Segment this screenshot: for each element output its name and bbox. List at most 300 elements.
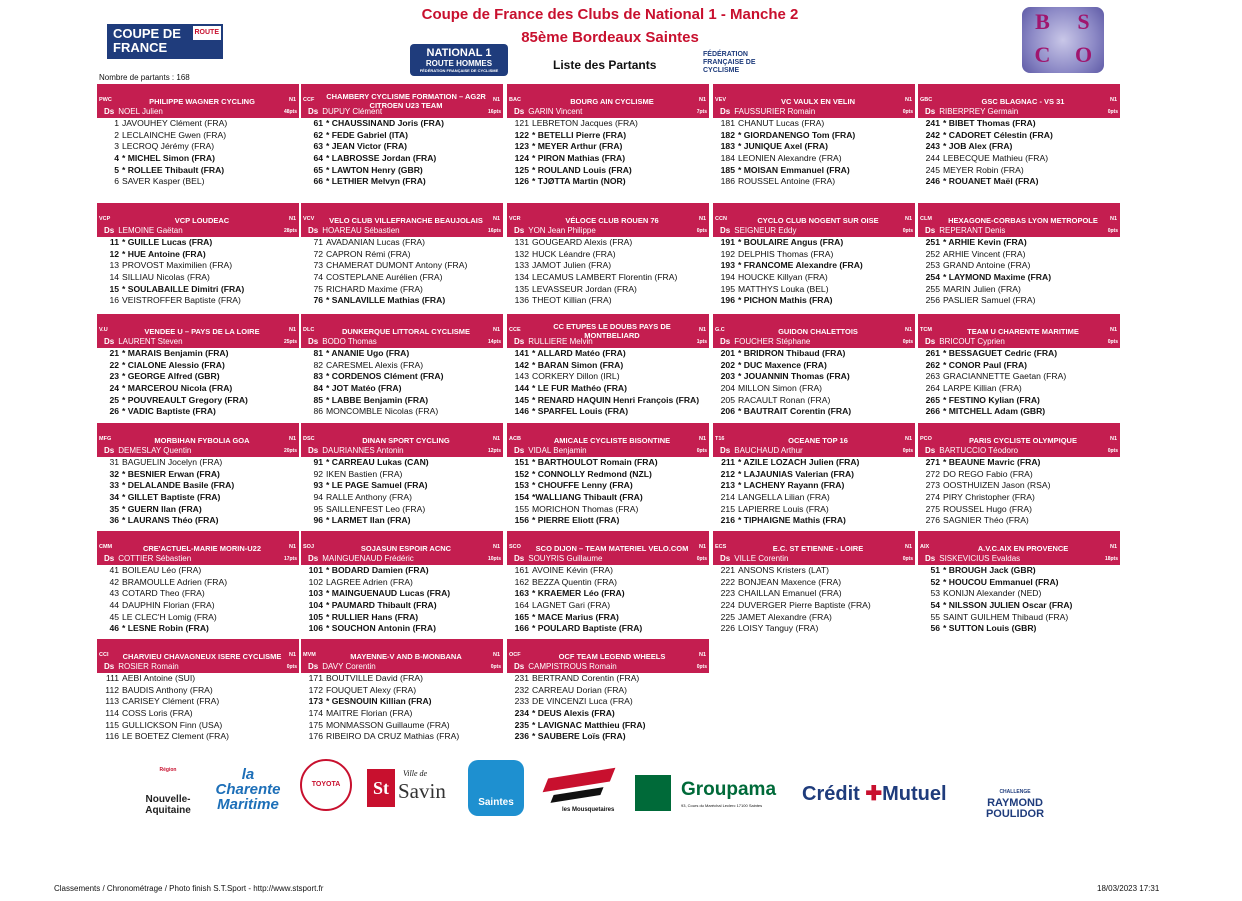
rider-number: 114 — [105, 708, 119, 719]
director-name: GARIN Vincent — [528, 107, 583, 116]
rider-name: * RENARD HAQUIN Henri François (FRA) — [532, 394, 700, 405]
rider-row — [97, 623, 299, 635]
rider-name: LECROQ Jérémy (FRA) — [122, 141, 215, 152]
rider-name: MONMASSON Guillaume (FRA) — [326, 719, 450, 730]
team-header — [918, 314, 1120, 348]
team-points: 28pts — [283, 228, 297, 234]
rider-number: 124 — [514, 153, 529, 164]
rider-row — [918, 272, 1120, 284]
team-points: 48pts — [283, 109, 297, 115]
ds-label: Ds — [925, 107, 936, 116]
team-code: CLM — [920, 216, 932, 222]
team-block — [507, 423, 709, 527]
partants-count: Nombre de partants : 168 — [99, 73, 190, 82]
page-title: Coupe de France des Clubs de National 1 - Manche 2 — [421, 6, 799, 23]
director-name: RIBERPREY Germain — [939, 107, 1019, 116]
rider-row — [301, 383, 503, 395]
rider-number: 103 — [308, 588, 323, 599]
rider-name: LECLAINCHE Gwen (FRA) — [122, 129, 227, 140]
team-level: N1 — [492, 544, 500, 550]
team-director — [308, 107, 382, 116]
team-name: OCF TEAM LEGEND WHEELS — [558, 651, 666, 661]
rider-row — [97, 371, 299, 383]
rider-row — [97, 237, 299, 249]
rider-row — [918, 237, 1120, 249]
rider-row — [507, 371, 709, 383]
rider-name: ANSONS Kristers (LAT) — [738, 565, 830, 575]
rider-name: * LAURANS Théo (FRA) — [122, 515, 219, 526]
rider-number: 84 — [313, 383, 323, 394]
team-level: N1 — [698, 97, 706, 103]
rider-number: 186 — [720, 176, 735, 187]
team-header — [713, 314, 915, 348]
rider-number: 275 — [925, 503, 940, 514]
ds-label: Ds — [308, 446, 319, 455]
rider-number: 196 — [720, 295, 735, 306]
rider-row — [713, 612, 915, 624]
team-points: 0pts — [286, 664, 297, 670]
rider-number: 25 — [109, 394, 119, 405]
ds-label: Ds — [104, 226, 115, 235]
groupama-emblem-icon — [635, 775, 671, 811]
rider-row — [713, 457, 915, 469]
rider-row — [97, 284, 299, 296]
rider-number: 265 — [925, 394, 940, 405]
rider-row — [97, 685, 299, 697]
team-points: 17pts — [283, 556, 297, 562]
logo-text: POULIDOR — [985, 808, 1045, 820]
rider-row — [97, 515, 299, 527]
rider-row — [301, 153, 503, 165]
rider-name: PROVOST Maximilien (FRA) — [122, 260, 233, 271]
rider-number: 73 — [313, 260, 323, 271]
rider-row — [301, 504, 503, 516]
rider-row — [918, 360, 1120, 372]
rider-number: 221 — [720, 565, 735, 575]
footer-timestamp: 18/03/2023 17:31 — [1097, 884, 1160, 893]
rider-row — [301, 295, 503, 307]
rider-number: 181 — [720, 118, 735, 128]
rider-row — [918, 612, 1120, 624]
team-code: MFG — [99, 436, 112, 442]
director-name: LAURENT Steven — [118, 337, 183, 346]
rider-name: * CORDENOS Clément (FRA) — [326, 371, 444, 382]
rider-name: IKEN Bastien (FRA) — [326, 468, 403, 479]
team-director — [720, 226, 796, 235]
team-level: N1 — [1109, 216, 1117, 222]
logo-text: Savin — [398, 779, 446, 803]
team-level: N1 — [288, 97, 296, 103]
rider-row — [97, 176, 299, 188]
rider-row — [301, 395, 503, 407]
rider-number: 76 — [313, 295, 323, 306]
list-title: Liste des Partants — [553, 58, 657, 72]
team-name: PHILIPPE WAGNER CYCLING — [149, 96, 255, 106]
rider-row — [97, 130, 299, 142]
rider-row — [713, 504, 915, 516]
rider-number: 115 — [105, 719, 119, 730]
rider-name: * NILSSON JULIEN Oscar (FRA) — [943, 600, 1073, 611]
director-name: SOUYRIS Guillaume — [528, 554, 603, 563]
rider-name: * BEAUNE Mavric (FRA) — [943, 457, 1041, 467]
team-header — [713, 531, 915, 565]
team-code: DSC — [303, 436, 315, 442]
rider-number: 235 — [514, 719, 529, 730]
team-code: CCE — [509, 327, 521, 333]
rider-name: LAGNET Gari (FRA) — [532, 600, 611, 611]
rider-name: JAMET Alexandre (FRA) — [738, 611, 832, 622]
rider-row — [507, 260, 709, 272]
rider-number: 134 — [514, 272, 529, 283]
rider-name: * LARMET Ilan (FRA) — [326, 515, 411, 526]
director-name: REPERANT Denis — [939, 226, 1006, 235]
rider-name: * BARAN Simon (FRA) — [532, 359, 624, 370]
rider-number: 112 — [105, 684, 119, 695]
rider-name: * ARHIE Kevin (FRA) — [943, 237, 1027, 247]
rider-name: * HOUCOU Emmanuel (FRA) — [943, 576, 1059, 587]
rider-row — [301, 577, 503, 589]
team-points: 0pts — [696, 228, 707, 234]
coupe-de-france-logo — [107, 24, 223, 59]
rider-number: 173 — [308, 696, 323, 707]
director-name: SISKEVICIUS Evaldas — [939, 554, 1021, 563]
rider-name: DAUPHIN Florian (FRA) — [122, 600, 215, 611]
rider-number: 125 — [514, 164, 529, 175]
team-name: CRE'ACTUEL-MARIE MORIN-U22 — [142, 543, 262, 553]
logo-text: les Mousquetaires — [562, 807, 615, 813]
team-block — [713, 203, 915, 307]
rider-number: 266 — [925, 406, 940, 417]
team-header — [301, 84, 503, 118]
team-code: VCV — [303, 216, 315, 222]
rider-row — [507, 515, 709, 527]
rider-row — [507, 504, 709, 516]
team-points: 0pts — [902, 228, 913, 234]
rider-number: 153 — [514, 480, 529, 491]
team-director — [308, 226, 400, 235]
rider-number: 155 — [514, 503, 529, 514]
team-code: VCP — [99, 216, 111, 222]
rider-name: LEONIEN Alexandre (FRA) — [738, 153, 842, 164]
rider-name: * SANLAVILLE Mathias (FRA) — [326, 295, 446, 306]
team-header — [97, 314, 299, 348]
rider-number: 83 — [313, 371, 323, 382]
rider-row — [507, 720, 709, 732]
rider-row — [507, 673, 709, 685]
ds-label: Ds — [720, 554, 731, 563]
rider-row — [918, 492, 1120, 504]
rider-row — [301, 165, 503, 177]
rider-number: 34 — [109, 492, 119, 503]
rider-name: * DEUS Alexis (FRA) — [532, 708, 615, 719]
rider-row — [97, 118, 299, 130]
rider-number: 131 — [514, 237, 529, 247]
director-name: LEMOINE Gaëtan — [118, 226, 183, 235]
rider-number: 101 — [308, 565, 323, 575]
rider-row — [918, 165, 1120, 177]
team-code: BAC — [509, 97, 521, 103]
rider-name: MARIN Julien (FRA) — [943, 283, 1021, 294]
rider-name: RALLE Anthony (FRA) — [326, 492, 412, 503]
rider-name: * BETELLI Pierre (FRA) — [532, 129, 627, 140]
rider-row — [97, 395, 299, 407]
director-name: CAMPISTROUS Romain — [528, 662, 617, 671]
director-name: FAUSSURIER Romain — [734, 107, 816, 116]
team-points: 10pts — [487, 556, 501, 562]
team-block — [918, 531, 1120, 635]
team-block — [301, 423, 503, 527]
team-name: GUIDON CHALETTOIS — [778, 326, 858, 336]
rider-number: 216 — [720, 515, 735, 526]
rider-name: * SAUBERE Loïs (FRA) — [532, 731, 626, 742]
rider-name: DELPHIS Thomas (FRA) — [738, 248, 834, 259]
rider-name: * JOB Alex (FRA) — [943, 141, 1013, 152]
director-name: BARTUCCIO Téodoro — [939, 446, 1019, 455]
team-level: N1 — [1109, 97, 1117, 103]
rider-name: BAUDIS Anthony (FRA) — [122, 684, 213, 695]
rider-row — [507, 176, 709, 188]
rider-number: 255 — [925, 283, 940, 294]
team-block — [301, 203, 503, 307]
rider-number: 214 — [720, 492, 735, 503]
rider-row — [97, 457, 299, 469]
director-name: DUPUY Clément — [322, 107, 383, 116]
rider-number: 222 — [720, 576, 735, 587]
ds-label: Ds — [925, 226, 936, 235]
rider-number: 224 — [720, 600, 735, 611]
director-name: BAUCHAUD Arthur — [734, 446, 803, 455]
rider-number: 132 — [514, 248, 529, 259]
team-header — [301, 314, 503, 348]
rider-row — [507, 469, 709, 481]
rider-row — [713, 395, 915, 407]
rider-row — [301, 130, 503, 142]
rider-name: * SOULABAILLE Dimitri (FRA) — [122, 283, 245, 294]
rider-row — [713, 565, 915, 577]
team-name: TEAM U CHARENTE MARITIME — [967, 326, 1079, 336]
rider-row — [97, 295, 299, 307]
rider-number: 81 — [313, 348, 323, 358]
rider-number: 262 — [925, 359, 940, 370]
rider-number: 193 — [720, 260, 735, 271]
rider-name: CARISEY Clément (FRA) — [122, 696, 220, 707]
rider-row — [507, 685, 709, 697]
team-name: DINAN SPORT CYCLING — [362, 435, 450, 445]
team-level: N1 — [698, 652, 706, 658]
rider-number: 226 — [720, 623, 735, 634]
director-name: ROSIER Romain — [118, 662, 179, 671]
team-points: 18pts — [1104, 556, 1118, 562]
rider-number: 236 — [514, 731, 529, 742]
team-header — [97, 639, 299, 673]
team-header — [918, 84, 1120, 118]
rider-number: 162 — [514, 576, 529, 587]
bsco-logo — [1022, 7, 1104, 73]
team-director — [514, 662, 617, 671]
rider-number: 191 — [720, 237, 735, 247]
rider-name: AEBI Antoine (SUI) — [122, 673, 196, 683]
team-points: 0pts — [902, 109, 913, 115]
rider-row — [301, 612, 503, 624]
rider-number: 272 — [925, 468, 940, 479]
rider-row — [507, 237, 709, 249]
ds-label: Ds — [720, 226, 731, 235]
team-points: 0pts — [1107, 109, 1118, 115]
team-header — [97, 84, 299, 118]
rider-number: 42 — [109, 576, 119, 587]
team-header — [301, 531, 503, 565]
rider-row — [918, 118, 1120, 130]
team-points: 0pts — [696, 448, 707, 454]
rider-number: 26 — [109, 406, 119, 417]
rider-number: 16 — [109, 295, 119, 306]
rider-name: GRACIANNETTE Gaetan (FRA) — [943, 371, 1067, 382]
rider-name: AVOINE Kévin (FRA) — [532, 565, 614, 575]
director-name: BODO Thomas — [322, 337, 377, 346]
rider-row — [301, 696, 503, 708]
saint-savin-logo — [367, 769, 455, 809]
rider-row — [301, 249, 503, 261]
swoosh-icon — [543, 768, 616, 793]
rider-row — [918, 371, 1120, 383]
rider-number: 246 — [925, 176, 940, 187]
rider-name: * LAWTON Henry (GBR) — [326, 164, 423, 175]
rider-number: 215 — [720, 503, 735, 514]
rider-name: SAILLENFEST Leo (FRA) — [326, 503, 426, 514]
rider-number: 233 — [514, 696, 529, 707]
rider-name: * GILLET Baptiste (FRA) — [122, 492, 221, 503]
rider-number: 232 — [514, 684, 529, 695]
rider-number: 225 — [720, 611, 735, 622]
team-points: 16pts — [487, 109, 501, 115]
rider-number: 234 — [514, 708, 529, 719]
rider-name: * BESSAGUET Cedric (FRA) — [943, 348, 1058, 358]
rider-number: 71 — [313, 237, 323, 247]
logo-text: Maritime — [217, 796, 279, 813]
rider-name: * DUC Maxence (FRA) — [738, 359, 827, 370]
rider-row — [918, 130, 1120, 142]
rider-number: 62 — [313, 129, 323, 140]
team-level: N1 — [288, 327, 296, 333]
team-level: N1 — [1109, 436, 1117, 442]
rider-number: 46 — [109, 623, 119, 634]
logo-text: Région — [159, 767, 177, 773]
rider-number: 146 — [514, 406, 529, 417]
rider-row — [301, 480, 503, 492]
rider-name: * CIALONE Alessio (FRA) — [122, 359, 225, 370]
rider-name: * BARTHOULOT Romain (FRA) — [532, 457, 658, 467]
ds-label: Ds — [308, 662, 319, 671]
rider-row — [713, 130, 915, 142]
rider-number: 256 — [925, 295, 940, 306]
rider-number: 144 — [514, 383, 529, 394]
sponsors-bar — [0, 755, 1242, 835]
rider-name: * CHOUFFE Lenny (FRA) — [532, 480, 633, 491]
team-director — [720, 337, 810, 346]
rider-row — [301, 348, 503, 360]
rider-row — [713, 295, 915, 307]
rider-name: LOISY Tanguy (FRA) — [738, 623, 819, 634]
team-level: N1 — [904, 436, 912, 442]
charente-maritime-logo — [212, 767, 284, 812]
rider-number: 141 — [514, 348, 529, 358]
ds-label: Ds — [720, 107, 731, 116]
rider-name: MAITRE Florian (FRA) — [326, 708, 413, 719]
team-header — [713, 203, 915, 237]
rider-name: ROUSSEL Hugo (FRA) — [943, 503, 1032, 514]
team-block — [918, 314, 1120, 418]
rider-name: RACAULT Ronan (FRA) — [738, 394, 831, 405]
rider-number: 271 — [925, 457, 940, 467]
team-director — [514, 554, 602, 563]
rider-name: * LETHIER Melvyn (FRA) — [326, 176, 426, 187]
rider-row — [713, 272, 915, 284]
rider-name: * LAVIGNAC Matthieu (FRA) — [532, 719, 646, 730]
rider-name: CAPRON Rémi (FRA) — [326, 248, 411, 259]
rider-row — [507, 249, 709, 261]
rider-name: * BOULAIRE Angus (FRA) — [738, 237, 844, 247]
rider-name: * POULARD Baptiste (FRA) — [532, 623, 643, 634]
team-director — [308, 554, 414, 563]
logo-text: la — [241, 766, 255, 783]
team-header — [301, 423, 503, 457]
team-name: VÉLOCE CLUB ROUEN 76 — [565, 215, 659, 225]
rider-number: 55 — [930, 611, 940, 622]
rider-row — [507, 623, 709, 635]
rider-name: GOUGEARD Alexis (FRA) — [532, 237, 633, 247]
rider-row — [713, 577, 915, 589]
team-director — [925, 226, 1005, 235]
team-block — [301, 84, 503, 188]
team-level: N1 — [492, 97, 500, 103]
rider-name: * LE PAGE Samuel (FRA) — [326, 480, 428, 491]
logo-text: Crédit — [802, 783, 860, 805]
rider-number: 56 — [930, 623, 940, 634]
rider-row — [918, 284, 1120, 296]
rider-row — [301, 685, 503, 697]
rider-name: *WALLIANG Thibault (FRA) — [532, 492, 643, 503]
rider-number: 36 — [109, 515, 119, 526]
rider-number: 15 — [109, 283, 119, 294]
team-points: 0pts — [902, 339, 913, 345]
rider-number: 253 — [925, 260, 940, 271]
team-director — [308, 337, 377, 346]
team-block — [713, 531, 915, 635]
rider-number: 5 — [114, 164, 119, 175]
rider-row — [507, 731, 709, 743]
director-name: FOUCHER Stéphane — [734, 337, 811, 346]
rider-name: * BRIDRON Thibaud (FRA) — [738, 348, 846, 358]
rider-name: COSS Loris (FRA) — [122, 708, 193, 719]
team-level: N1 — [288, 652, 296, 658]
rider-number: 202 — [720, 359, 735, 370]
rider-number: 194 — [720, 272, 735, 283]
logo-text: FRANCE — [113, 40, 168, 55]
logo-text: COUPE DE — [113, 26, 181, 41]
rider-number: 23 — [109, 371, 119, 382]
rider-row — [301, 176, 503, 188]
team-name: DUNKERQUE LITTORAL CYCLISME — [341, 326, 471, 336]
rider-name: * LAYMOND Maxime (FRA) — [943, 272, 1052, 283]
team-header — [918, 203, 1120, 237]
rider-row — [507, 141, 709, 153]
team-points: 1pts — [696, 339, 707, 345]
rider-name: CHANUT Lucas (FRA) — [738, 118, 825, 128]
rider-name: * ROLLEE Thibault (FRA) — [122, 164, 225, 175]
rider-row — [301, 118, 503, 130]
rider-number: 185 — [720, 164, 735, 175]
rider-row — [301, 673, 503, 685]
